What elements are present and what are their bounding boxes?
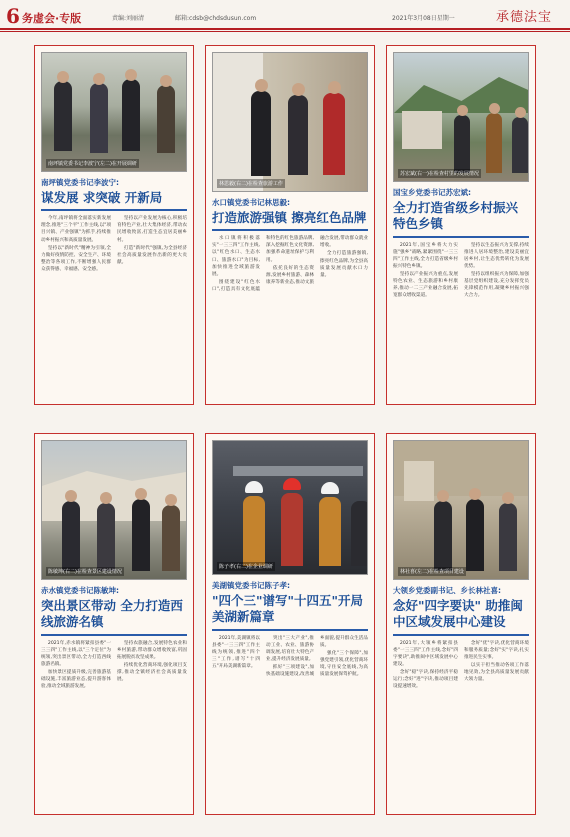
paragraph: 依托良好的生态资源,发展乡村旅游、森林康养等新业态,推动文旅融合发展,带动群众就业增收。 xyxy=(266,236,368,285)
headline-rule xyxy=(393,634,529,636)
paragraph: 念好"稳"字诀,保持经济平稳运行;念好"进"字诀,推动项目建设提速增效。 xyxy=(393,669,458,690)
headline-rule xyxy=(212,629,368,631)
paragraph: 2021年,国宝乡将大力实施"强乡"战略,紧紧围绕"一三三四"工作主线,全力打造省级乡村振兴特色乡镇。 xyxy=(393,242,458,269)
article-body xyxy=(41,215,187,273)
article-headline: 打造旅游强镇 擦亮红色品牌 xyxy=(212,210,367,225)
article-kicker: 美湖镇党委书记陈子孝: xyxy=(212,581,290,590)
article-photo xyxy=(212,440,368,575)
paragraph: 念好"优"字诀,优化营商环境和服务质量;念好"实"字诀,扎实推进民生实事。 xyxy=(464,640,529,660)
article-kicker: 赤水镇党委书记陈敏坤: xyxy=(41,586,119,595)
paragraph: 2021年,大领乡将紧扣县委"一三三四"工作主线,念好"四字要诀",助推闽中区域发展中心建设。 xyxy=(393,640,458,667)
page-number: 6 xyxy=(6,4,20,28)
paragraph: 坚持以"新时代"精神为引领,全力做好疫情防控、安全生产、环境整治等各项工作,不断增强人民群众获得感、幸福感、安全感。 xyxy=(41,245,111,273)
date-label: 2021年3月08日星期一 xyxy=(392,15,455,22)
photo-caption: 陈敏坤(右二)在检查景区建设情况 xyxy=(48,569,122,575)
headline-rule xyxy=(41,634,187,636)
article-panel xyxy=(386,433,536,815)
paragraph: 坚持农旅融合,发展特色农业和乡村旅游,带动群众增收致富,巩固拓展脱贫攻坚成果。 xyxy=(117,640,187,660)
headline-rule xyxy=(41,209,187,211)
article-panel xyxy=(205,45,375,405)
article-body xyxy=(41,640,187,691)
paragraph: 坚持以生态振兴为支撑,持续推进人居环境整治,建设美丽宜居乡村,让生态优势转化为发展优势。 xyxy=(464,242,529,269)
paragraph: 打造"新时代"强镇,为全县经济社会高质量发展作出新的更大贡献。 xyxy=(117,245,187,265)
headline-rule xyxy=(393,236,529,238)
article-headline: 念好"四字要诀" 助推闽中区域发展中心建设 xyxy=(393,598,523,630)
photo-caption: 林思毅(右二)在检查旅游工作 xyxy=(219,181,283,187)
masthead-rule xyxy=(0,31,570,32)
article-panel xyxy=(386,45,536,405)
article-photo xyxy=(393,52,529,182)
article-kicker: 水口镇党委书记林思毅: xyxy=(212,198,290,207)
newspaper-logo: 承德法宝 xyxy=(496,10,553,25)
editor-label: 责编:刘丽清 xyxy=(112,15,145,22)
article-panel xyxy=(34,433,194,815)
photo-caption: 苏宏斌(右一)在检查村里的发展情况 xyxy=(400,171,479,177)
article-body xyxy=(212,635,368,679)
paragraph: 加快景区提质升级,完善旅游基础设施,丰富旅游业态,提升游客体验,推动全域旅游发展。 xyxy=(41,669,111,690)
article-photo xyxy=(393,440,529,580)
article-kicker: 大领乡党委副书记、乡长林社喜: xyxy=(393,586,501,595)
article-panel xyxy=(205,433,375,815)
section-title: 务虚会·专版 xyxy=(22,12,82,25)
article-headline: "四个三"谱写"十四五"开局美湖新篇章 xyxy=(212,593,364,625)
article-headline: 谋发展 求突破 开新局 xyxy=(41,190,163,205)
article-headline: 全力打造省级乡村振兴特色乡镇 xyxy=(393,200,519,232)
article-body xyxy=(393,640,529,691)
headline-rule xyxy=(212,229,368,231)
photo-caption: 陈子孝(右二)在企业调研 xyxy=(219,564,273,570)
paragraph: 坚持以组织振兴为保障,加强基层党组织建设,充分发挥党员先锋模范作用,凝聚乡村振兴强大合力。 xyxy=(464,271,529,299)
article-body xyxy=(212,235,368,293)
article-headline: 突出景区带动 全力打造西线旅游名镇 xyxy=(41,598,183,630)
paragraph: 坚持以产业发展为核心,积极培育特色产业,壮大集体经济,带动农民增收致富,打造生态宜居美丽乡村。 xyxy=(117,216,187,243)
paragraph: 抓好"三项建设",加快基础设施建设,改善城乡面貌,提升群众生活品质。 xyxy=(266,635,368,678)
paragraph: 2021年,赤水镇将紧扣县委"一三三四"工作主线,以"三个定位"为统领,突出景区带动,全力打造西线旅游名镇。 xyxy=(41,640,111,667)
article-panel xyxy=(34,45,194,405)
paragraph: 强化"三个保障",加强党建引领,优化营商环境,守住安全底线,为高质量发展保驾护航。 xyxy=(320,650,368,678)
paragraph: 突出"三大产业",推动工业、农业、旅游协调发展,培育壮大特色产业,提升经济发展质量。 xyxy=(266,635,314,662)
masthead xyxy=(0,0,570,30)
paragraph: 围绕建设"红色水口",打造具有文化底蕴和特色的红色旅游品牌,深入挖掘红色文化资源,加强革命遗址保护与利用。 xyxy=(212,236,314,293)
paragraph: 水口镇将积极落实"一三三四"工作主线,以"红色水口、生态水口、旅游水口"为目标,加快推进全域旅游发展。 xyxy=(212,236,260,277)
email-label: 邮箱:cdsb@chdsdusun.com xyxy=(175,15,257,22)
paragraph: 2021年,美湖镇将以县委"一三三四"工作主线为统领,推进"四个三"工作,谱写"十四五"开局美湖新篇章。 xyxy=(212,635,260,669)
paragraph: 以实干担当推动各项工作落地见效,为全县高质量发展贡献大领力量。 xyxy=(464,662,529,683)
paragraph: 今年,南坪镇将全面落实新发展理念,推进"三个平"工作主线,以"项目兴镇、产业强镇"为抓手,持续推动乡村振兴和高质量发展。 xyxy=(41,216,111,243)
article-body xyxy=(393,242,529,301)
article-photo xyxy=(41,52,187,172)
paragraph: 全力打造旅游强镇,擦亮红色品牌,为全县高质量发展贡献水口力量。 xyxy=(320,251,368,278)
photo-caption: 南坪镇党委书记李波宁(左二)在开展调研 xyxy=(48,161,137,167)
paragraph: 坚持以产业振兴为重点,发展特色农业、生态旅游和乡村康养,推动一二三产业融合发展,拓宽群众增收渠道。 xyxy=(393,271,458,299)
article-photo xyxy=(41,440,187,580)
photo-caption: 林社喜(左二)在检查项目建设 xyxy=(400,569,464,575)
article-kicker: 南坪镇党委书记李波宁: xyxy=(41,178,119,187)
paragraph: 持续优化营商环境,强化项目支撑,推动全镇经济社会高质量发展。 xyxy=(117,662,187,683)
article-kicker: 国宝乡党委书记苏宏斌: xyxy=(393,188,471,197)
article-photo xyxy=(212,52,368,192)
